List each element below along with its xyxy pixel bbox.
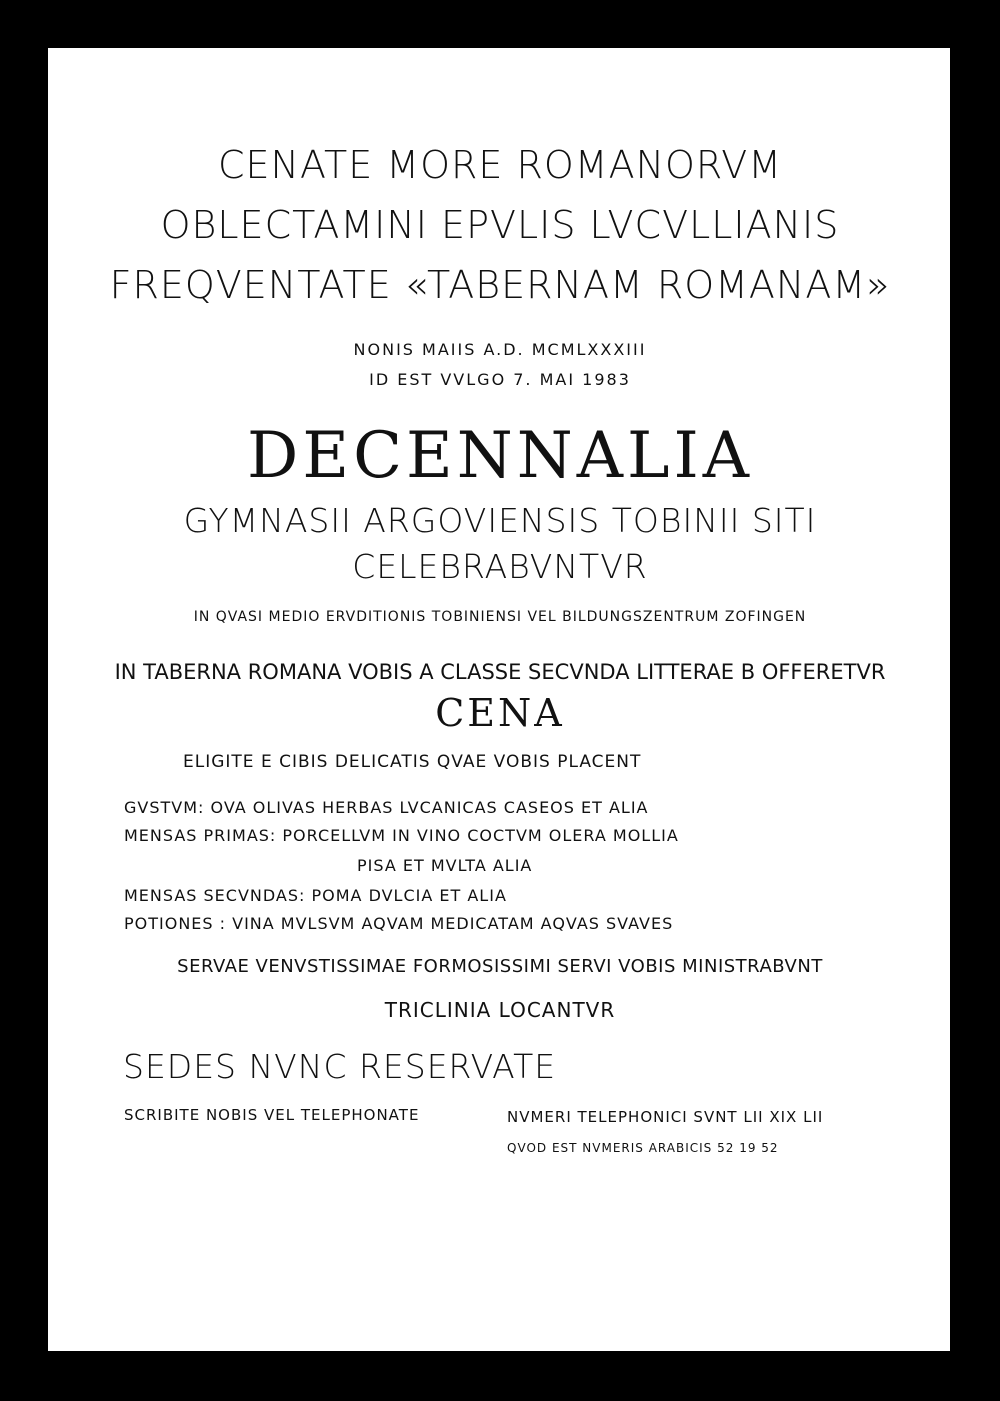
event-location: IN QVASI MEDIO ERVDITIONIS TOBINIENSI VEL BILDUNGSZENTRUM ZOFINGEN: [193, 609, 807, 625]
offer-line: IN TABERNA ROMANA VOBIS A CLASSE SECVNDA LITTERAE B OFFERETVR: [114, 660, 886, 684]
menu-mensas-secundas: MENSAS SECVNDAS: POMA DVLCIA ET ALIA: [124, 886, 507, 905]
event-subtitle-2: CELEBRABVNTVR: [352, 547, 648, 586]
menu-mensas-primas: MENSAS PRIMAS: PORCELLVM IN VINO COCTVM OLERA MOLLIA: [124, 826, 679, 845]
event-title: DECENNALIA: [247, 419, 753, 493]
header-line-3: FREQVENTATE «TABERNAM ROMANAM»: [109, 263, 891, 307]
date-roman: NONIS MAIIS A.D. MCMLXXXIII: [353, 340, 647, 359]
reserve-numbers: NVMERI TELEPHONICI SVNT LII XIX LII: [507, 1108, 824, 1126]
choose-line: ELIGITE E CIBIS DELICATIS QVAE VOBIS PLACENT: [183, 752, 642, 772]
header-line-1: CENATE MORE ROMANORVM: [217, 143, 783, 187]
menu-mensas-primas-cont: PISA ET MVLTA ALIA: [357, 856, 533, 875]
menu-gustum: GVSTVM: OVA OLIVAS HERBAS LVCANICAS CASEOS ET ALIA: [124, 798, 649, 817]
reserve-title: SEDES NVNC RESERVATE: [123, 1047, 557, 1086]
date-vulgar: ID EST VVLGO 7. MAI 1983: [369, 370, 631, 389]
offer-title: CENA: [435, 691, 565, 735]
header-line-2: OBLECTAMINI EPVLIS LVCVLLIANIS: [160, 203, 840, 247]
event-subtitle-1: GYMNASII ARGOVIENSIS TOBINII SITI: [183, 501, 817, 540]
reserve-arabic: QVOD EST NVMERIS ARABICIS 52 19 52: [507, 1141, 779, 1155]
service-servants: SERVAE VENVSTISSIMAE FORMOSISSIMI SERVI VOBIS MINISTRABVNT: [177, 956, 823, 977]
reserve-contact: SCRIBITE NOBIS VEL TELEPHONATE: [124, 1106, 420, 1124]
menu-potiones: POTIONES : VINA MVLSVM AQVAM MEDICATAM AQVAS SVAVES: [124, 914, 674, 933]
service-triclinia: TRICLINIA LOCANTVR: [384, 998, 616, 1022]
